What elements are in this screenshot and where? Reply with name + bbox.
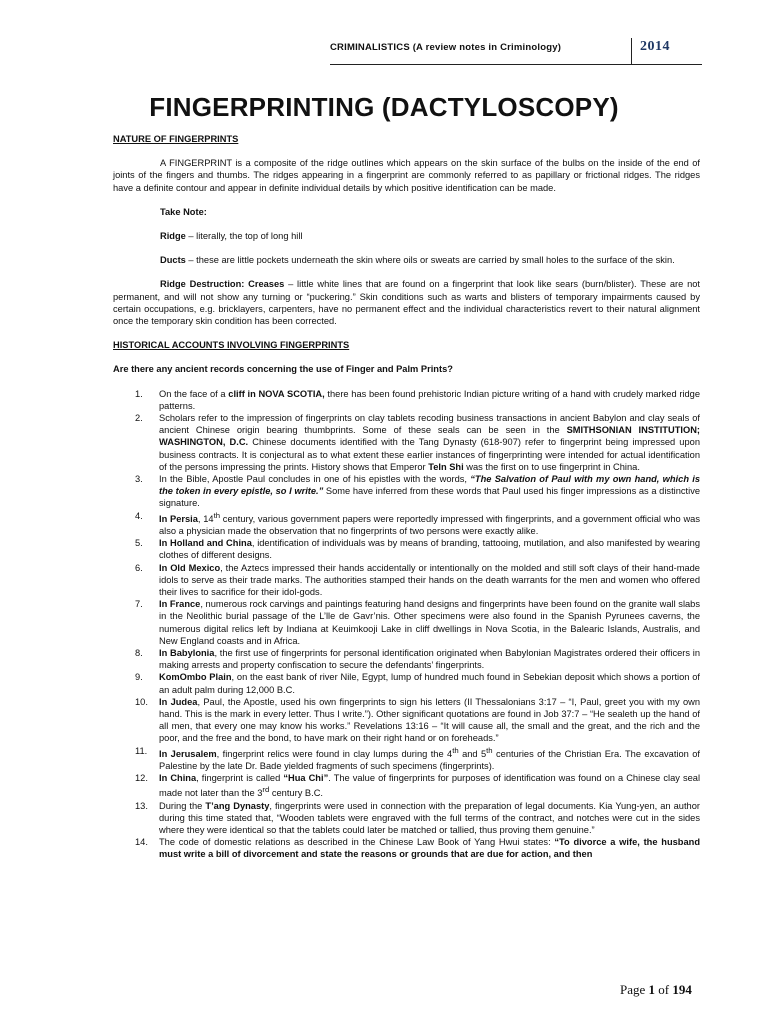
header-year: 2014 [640,39,670,54]
list-item: 12. In China, fingerprint is called “Hua Chi”. The value of fingerprints for purposes of identification was found on a Chinese clay seal made not later than the 3rd century B.C. [135,773,701,799]
header-title: CRIMINALISTICS (A review notes in Criminology) [330,42,562,53]
document-body [113,133,700,861]
ducts-definition: Ducts – these are little pockets underneath the skin where oils or sweats are carried by small holes to the surface of the skin. [160,255,675,266]
list-item: 5. In Holland and China, identification of individuals was by means of branding, tattooing, mutilation, and also manifested by wearing clothes of different designs. [135,538,701,561]
list-item: 14. The code of domestic relations as described in the Chinese Law Book of Yang Hwui states: “To divorce a wife, the husband must write a bill of divorcement and state the reasons or grounds that are due for action, and then [135,837,701,860]
list-item: 2. Scholars refer to the impression of fingerprints on clay tablets recoding business transactions in ancient Babylon and clay seals of ancient Chinese origin bearing thumbprints. Some of these seals can be seen in the SMITHSONIAN INSTITUTION; WASHINGTON, D.C. Chinese documents identified with the Tang Dynasty (618-907) refer to fingerprint being impressed upon business contracts. It is conjectural as to what extent these earlier instances of fingerprinting were intended for actual identification of the persons impressing the prints. History shows that Emperor TeIn Shi was the first on to use fingerprint in China. [135,413,701,472]
page-number: Page 1 of 194 [620,982,692,997]
header-separator [631,38,632,64]
list-item: 4. In Persia, 14th century, various government papers were reportedly impressed with fingerprints, and a government official who was also a physician made the observation that no fingerprints of two persons were exactly alike. [135,510,700,536]
ridge-definition: Ridge – literally, the top of long hill [160,231,303,242]
list-item: 9. KomOmbo Plain, on the east bank of river Nile, Egypt, lump of hundred much found in Sebekian deposit which shows a portion of an adult palm during 12,000 B.C. [135,672,700,695]
historical-list [113,388,700,861]
take-note-label: Take Note: [160,206,207,217]
page-title: FINGERPRINTING (DACTYLOSCOPY) [149,92,619,122]
section-heading-nature: NATURE OF FINGERPRINTS [113,134,239,144]
list-item: 10. In Judea, Paul, the Apostle, used his own fingerprints to sign his letters (II Thessalonians 3:17 – “I, Paul, greet you with my own hand. This is the mark in every letter. Thus I write.”). Other significant quotations are found in Job 37:7 – “He sealeth up the hand of all men, that every one may know his works.” Revelations 13:16 – “It will cause all, the small and the great, and the rich and the poor, and the free and the bond, to have mark on their right hand or on foreheads.” [135,696,701,744]
section-heading-historical: HISTORICAL ACCOUNTS INVOLVING FINGERPRINTS [113,340,350,351]
section-question: Are there any ancient records concerning the use of Finger and Palm Prints? [113,364,453,375]
fingerprint-definition: A FINGERPRINT is a composite of the ridge outlines which appears on the skin surface of the bulbs on the inside of the end of joints of the fingers and thumbs. The ridges appearing in a fingerprint are commonly referred to as papillary or frictional ridges. The ridges have a definite contour and appear in definite individual details by which positive identification can be made. [113,158,700,193]
list-item: 13. During the T’ang Dynasty, fingerprints were used in connection with the preparation of legal documents. Kia Yung-yen, an author during this time stated that, “Wooden tablets were engraved with the full terms of the contract, and notches were cut in the sides where they were identical so that the tablets could later be matched or tallied, thus proving them genuine.” [135,800,700,836]
running-header [330,38,702,68]
list-item: 8. In Babylonia, the first use of fingerprints for personal identification originated when Babylonian Magistrates ordered their officers in making arrests and property confiscation to secure the defendants’ fingerprints. [135,648,700,671]
list-item: 7. In France, numerous rock carvings and paintings featuring hand designs and fingerprints have been found on the granite wall slabs in the Neolithic burial passage of the L’lle de Gavr’nis. Other specimens were also found in the Spanish Pyrunees caverns, the numerous digital relics left by Indiana at Keuimkooji Lake in cliff dwellings in Nova Scotia, in the Balearic Islands, Australis, and New England coasts and in Africa. [135,599,700,646]
list-item: 3. In the Bible, Apostle Paul concludes in one of his epistles with the words, “The Salvation of Paul with my own hand, which is the token in every epistle, so I write.” Some have inferred from these words that Paul used his finger impressions as a distinctive signature. [135,474,701,509]
list-item: 11. In Jerusalem, fingerprint relics were found in clay lumps during the 4th and 5th centuries of the Christian Era. The excavation of Palestine by the late Dr. Bade yielded fragments of such specimens (fingerprints). [135,745,700,771]
creases-definition: Ridge Destruction: Creases – little white lines that are found on a fingerprint that look like sears (burn/blister). These are not permanent, and will not show any turning or “puckering.” Skin conditions such as warts and blisters of temporary impairments caused by certain occupations, e.g. bricklayers, carpenters, have no permanent effect and the individual characteristics revert to their natural alignment once the temporary skin condition has been corrected. [113,279,700,327]
list-item: 6. In Old Mexico, the Aztecs impressed their hands accidentally or intentionally on the molded and still soft clays of their hand-made idols to serve as their trade marks. The authorities stamped their hands on the death warrants for the men and women who offered their lives to sacrifice for their idol-gods. [135,562,700,597]
header-rule [330,64,702,65]
list-item: 1. On the face of a cliff in NOVA SCOTIA, there has been found prehistoric Indian picture writing of a hand with crudely marked ridge patterns. [135,388,700,411]
